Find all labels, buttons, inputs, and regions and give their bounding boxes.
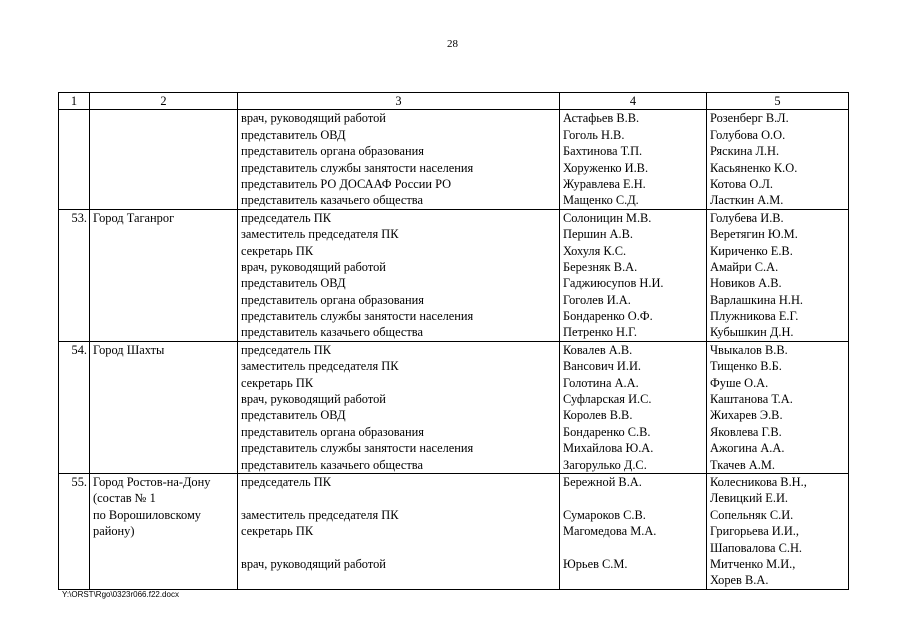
reserve-member-line: Веретягин Ю.М.: [710, 227, 798, 242]
member-line: Березняк В.А.: [563, 259, 638, 274]
member-line: Ковалев А.В.: [563, 342, 633, 357]
role-line: секретарь ПК: [241, 524, 314, 539]
reserve-member-line: Кубышкин Д.Н.: [710, 325, 794, 340]
role-line: представитель казачьего общества: [241, 325, 423, 340]
member-line: Бондаренко О.Ф.: [563, 309, 653, 324]
member-line: Гаджиюсупов Н.И.: [563, 276, 664, 291]
locality-line: Город Таганрог: [93, 210, 175, 225]
role-line: секретарь ПК: [241, 375, 314, 390]
member-line: Бондаренко С.В.: [563, 424, 651, 439]
reserve-member-line: Григорьева И.И.,: [710, 524, 799, 539]
locality-cell: [90, 341, 238, 473]
member-line: Астафьев В.В.: [563, 111, 640, 126]
member-line: Загорулько Д.С.: [563, 457, 647, 472]
table-row: [59, 341, 849, 473]
role-line: секретарь ПК: [241, 243, 314, 258]
reserve-member-line: Касьяненко К.О.: [710, 160, 798, 175]
role-line: представитель ОВД: [241, 127, 346, 142]
locality-line: (состав № 1: [93, 491, 156, 506]
reserve-member-line: Яковлева Г.В.: [710, 424, 782, 439]
role-line: представитель ОВД: [241, 276, 346, 291]
member-line: [563, 572, 703, 588]
header-cell-5: 5: [707, 93, 849, 110]
member-line: Хоруженко И.В.: [563, 160, 649, 175]
reserve-member-line: Плужникова Е.Г.: [710, 309, 799, 324]
reserve-member-line: Колесникова В.Н.,: [710, 475, 807, 489]
role-cell: [238, 110, 560, 209]
header-cell-4: 4: [560, 93, 707, 110]
locality-cell: [90, 110, 238, 209]
locality-cell: [90, 209, 238, 341]
role-cell: [238, 341, 560, 473]
reserve-member-line: Розенберг В.Л.: [710, 111, 789, 126]
role-line: представитель казачьего общества: [241, 457, 423, 472]
reserve-member-cell: [707, 474, 849, 590]
reserve-member-line: Ласткин А.М.: [710, 193, 784, 208]
role-line: представитель органа образования: [241, 424, 424, 439]
role-line: врач, руководящий работой: [241, 259, 386, 274]
locality-line: по Ворошиловскому: [93, 507, 201, 522]
member-line: Магомедова М.А.: [563, 524, 657, 539]
member-line: Михайлова Ю.А.: [563, 441, 654, 456]
member-line: Сумароков С.В.: [563, 507, 646, 522]
header-cell-1: 1: [59, 93, 90, 110]
role-line: председатель ПК: [241, 342, 331, 357]
role-line: представитель РО ДОСААФ России РО: [241, 176, 452, 191]
reserve-member-line: Хорев В.А.: [710, 573, 769, 588]
row-number: 55.: [71, 475, 87, 489]
reserve-member-line: Голубева И.В.: [710, 210, 784, 225]
commission-table: [58, 92, 849, 590]
reserve-member-line: Ткачев А.М.: [710, 457, 775, 472]
role-line: [241, 490, 556, 506]
role-line: заместитель председателя ПК: [241, 507, 399, 522]
reserve-member-line: Левицкий Е.И.: [710, 491, 789, 506]
member-cell: [560, 341, 707, 473]
reserve-member-line: Амайри С.А.: [710, 259, 779, 274]
page-number: 28: [447, 38, 458, 50]
reserve-member-line: Фуше О.А.: [710, 375, 769, 390]
member-line: Суфларская И.С.: [563, 392, 652, 407]
role-line: [241, 572, 556, 588]
member-line: Хохуля К.С.: [563, 243, 627, 258]
member-line: Гоголев И.А.: [563, 292, 631, 307]
member-line: Юрьев С.М.: [563, 556, 628, 571]
reserve-member-line: Котова О.Л.: [710, 176, 773, 191]
reserve-member-line: Голубова О.О.: [710, 127, 786, 142]
table-row: [59, 110, 849, 209]
member-line: Голотина А.А.: [563, 375, 639, 390]
reserve-member-line: Шаповалова С.Н.: [710, 540, 803, 555]
reserve-member-line: Митченко М.И.,: [710, 556, 796, 571]
role-line: представитель казачьего общества: [241, 193, 423, 208]
reserve-member-cell: [707, 110, 849, 209]
member-line: Бережной В.А.: [563, 475, 642, 489]
reserve-member-cell: [707, 209, 849, 341]
locality-cell: [90, 474, 238, 590]
role-line: заместитель председателя ПК: [241, 359, 399, 374]
reserve-member-cell: [707, 341, 849, 473]
member-line: Першин А.В.: [563, 227, 633, 242]
reserve-member-line: Каштанова Т.А.: [710, 392, 793, 407]
role-line: представитель органа образования: [241, 292, 424, 307]
member-line: Мащенко С.Д.: [563, 193, 639, 208]
reserve-member-line: Кириченко Е.В.: [710, 243, 793, 258]
role-line: председатель ПК: [241, 210, 331, 225]
row-number: 54.: [71, 342, 87, 357]
role-line: представитель службы занятости населения: [241, 441, 474, 456]
role-line: представитель службы занятости населения: [241, 309, 474, 324]
role-line: врач, руководящий работой: [241, 556, 386, 571]
member-line: Гоголь Н.В.: [563, 127, 625, 142]
member-line: Петренко Н.Г.: [563, 325, 637, 340]
row-number-cell: [59, 110, 90, 209]
table-row: [59, 474, 849, 590]
member-line: [563, 540, 703, 556]
role-line: врач, руководящий работой: [241, 111, 386, 126]
role-cell: [238, 209, 560, 341]
row-number-cell: [59, 209, 90, 341]
member-cell: [560, 209, 707, 341]
member-line: Королев В.В.: [563, 408, 633, 423]
role-line: представитель органа образования: [241, 144, 424, 159]
role-cell: [238, 474, 560, 590]
locality-line: Город Ростов-на-Дону: [93, 475, 211, 489]
member-line: Журавлева Е.Н.: [563, 176, 646, 191]
member-line: [563, 490, 703, 506]
header-cell-3: 3: [238, 93, 560, 110]
role-line: представитель ОВД: [241, 408, 346, 423]
file-path-footer: Y:\ORST\Rgo\0323r066.f22.docx: [62, 590, 179, 599]
row-number-cell: [59, 474, 90, 590]
header-cell-2: 2: [90, 93, 238, 110]
reserve-member-line: Ажогина А.А.: [710, 441, 785, 456]
reserve-member-line: Чвыкалов В.В.: [710, 342, 788, 357]
role-line: [241, 540, 556, 556]
role-line: врач, руководящий работой: [241, 392, 386, 407]
member-line: Солоницин М.В.: [563, 210, 652, 225]
role-line: заместитель председателя ПК: [241, 227, 399, 242]
member-line: Вансович И.И.: [563, 359, 641, 374]
locality-line: Город Шахты: [93, 342, 165, 357]
row-number: [62, 110, 87, 126]
member-line: Бахтинова Т.П.: [563, 144, 643, 159]
role-line: председатель ПК: [241, 475, 331, 489]
locality-line: району): [93, 524, 135, 539]
member-cell: [560, 110, 707, 209]
table-header-row: [59, 93, 849, 110]
row-number: 53.: [71, 210, 87, 225]
reserve-member-line: Сопельняк С.И.: [710, 507, 794, 522]
reserve-member-line: Тищенко В.Б.: [710, 359, 782, 374]
table-row: [59, 209, 849, 341]
row-number-cell: [59, 341, 90, 473]
reserve-member-line: Варлашкина Н.Н.: [710, 292, 803, 307]
reserve-member-line: Ряскина Л.Н.: [710, 144, 780, 159]
reserve-member-line: Новиков А.В.: [710, 276, 782, 291]
member-cell: [560, 474, 707, 590]
role-line: представитель службы занятости населения: [241, 160, 474, 175]
reserve-member-line: Жихарев Э.В.: [710, 408, 783, 423]
